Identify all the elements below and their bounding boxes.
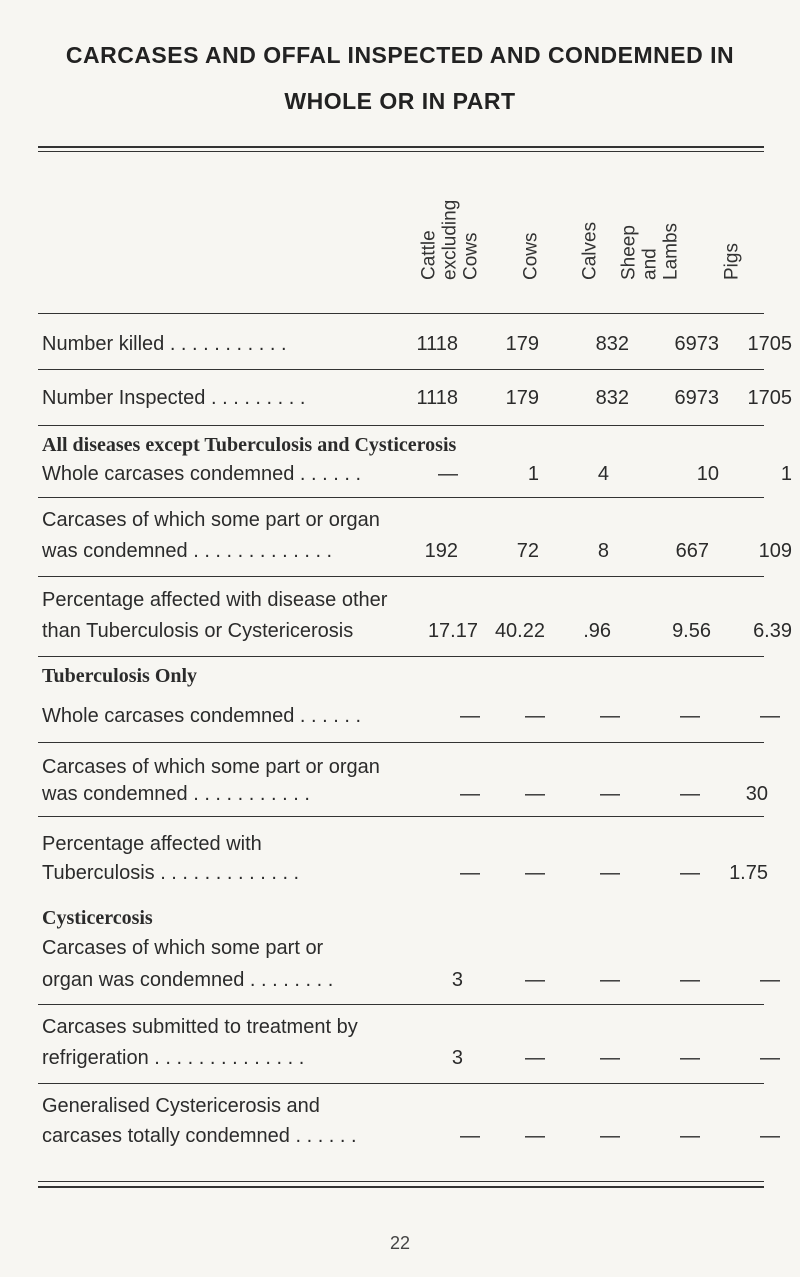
row-label: Whole carcases condemned . . . . . . (42, 705, 362, 727)
cell: 109 (758, 540, 792, 562)
row-rule (38, 497, 764, 498)
row-label: Tuberculosis . . . . . . . . . . . . . (42, 862, 300, 884)
row-rule (38, 425, 764, 426)
row-rule (38, 1083, 764, 1084)
cell: — (680, 1125, 700, 1147)
row-label-line1: Percentage affected with disease other (42, 589, 388, 611)
cell: — (680, 705, 700, 727)
row-rule (38, 816, 764, 817)
row-label-line1: Generalised Cystericerosis and (42, 1095, 320, 1117)
cell: — (600, 705, 620, 727)
cell: — (760, 705, 780, 727)
cell: — (600, 862, 620, 884)
cell: — (680, 969, 700, 991)
row-rule (38, 1004, 764, 1005)
row-rule (38, 369, 764, 370)
cell: 1.75 (729, 862, 768, 884)
row-label-line1: Carcases submitted to treatment by (42, 1016, 358, 1038)
cell: — (438, 463, 458, 485)
cell: — (525, 705, 545, 727)
col-header-sheep: Sheep and Lambs (618, 222, 682, 280)
cell: — (680, 1047, 700, 1069)
col-header-calves: Calves (579, 221, 601, 280)
cell: — (600, 969, 620, 991)
cell: 1705 (747, 387, 792, 409)
cell: — (600, 1125, 620, 1147)
section-heading: All diseases except Tuberculosis and Cysticerosis (42, 434, 457, 456)
cell: 832 (595, 387, 629, 409)
cell: — (525, 969, 545, 991)
cell: 6973 (674, 387, 719, 409)
cell: 1118 (416, 333, 458, 355)
col-header-cows: Cows (520, 232, 542, 280)
cell: 6973 (674, 333, 719, 355)
cell: 30 (745, 783, 768, 805)
cell: 179 (505, 333, 539, 355)
cell: 9.56 (672, 620, 711, 642)
row-label-line1: Carcases of which some part or organ (42, 509, 380, 531)
cell: 1705 (747, 333, 792, 355)
cell: 6.39 (753, 620, 792, 642)
cell: — (600, 1047, 620, 1069)
cell: 4 (597, 463, 609, 485)
page-title-line2: WHOLE OR IN PART (284, 88, 516, 114)
cell: — (680, 783, 700, 805)
page-title-line1: CARCASES AND OFFAL INSPECTED AND CONDEMNED IN (65, 42, 735, 68)
row-rule (38, 576, 764, 577)
cell: — (600, 783, 620, 805)
col-header-pigs: Pigs (721, 243, 743, 280)
header-rule (38, 313, 764, 314)
row-label: organ was condemned . . . . . . . . (42, 969, 334, 991)
cell: 17.17 (427, 620, 478, 642)
cell: 1118 (416, 387, 458, 409)
row-label: Number killed . . . . . . . . . . . (42, 333, 287, 355)
cell: — (760, 1125, 780, 1147)
row-label: was condemned . . . . . . . . . . . (42, 783, 310, 805)
row-label-line1: Carcases of which some part or (42, 937, 324, 959)
row-label: was condemned . . . . . . . . . . . . . (42, 540, 333, 562)
row-label-line1: Carcases of which some part or organ (42, 756, 380, 778)
cell: 8 (597, 540, 609, 562)
cell: — (525, 1047, 545, 1069)
cell: 72 (516, 540, 539, 562)
cell: 192 (424, 540, 458, 562)
cell: 1 (780, 463, 792, 485)
bottom-rule (38, 1181, 764, 1182)
cell: — (525, 862, 545, 884)
cell: — (525, 783, 545, 805)
col-header-cattle: Cattle excluding Cows (418, 199, 482, 280)
cell: — (680, 862, 700, 884)
cell: .96 (583, 620, 611, 642)
cell: — (460, 705, 480, 727)
row-label: Number Inspected . . . . . . . . . (42, 387, 306, 409)
cell: 667 (675, 540, 709, 562)
cell: — (760, 1047, 780, 1069)
cell: — (460, 783, 480, 805)
cell: 3 (451, 969, 463, 991)
row-label-line1: Percentage affected with (42, 833, 262, 855)
row-label: Whole carcases condemned . . . . . . (42, 463, 362, 485)
page-number: 22 (389, 1233, 411, 1253)
cell: 40.22 (494, 620, 545, 642)
section-heading: Cysticercosis (42, 907, 153, 929)
row-label: than Tuberculosis or Cystericerosis (42, 620, 354, 642)
cell: 3 (451, 1047, 463, 1069)
bottom-rule-2 (38, 1186, 764, 1188)
row-rule (38, 742, 764, 743)
cell: — (760, 969, 780, 991)
section-heading: Tuberculosis Only (42, 665, 198, 687)
cell: — (525, 1125, 545, 1147)
row-label: carcases totally condemned . . . . . . (42, 1125, 357, 1147)
cell: 179 (505, 387, 539, 409)
row-label: refrigeration . . . . . . . . . . . . . . (42, 1047, 305, 1069)
cell: — (460, 1125, 480, 1147)
cell: — (460, 862, 480, 884)
cell: 832 (595, 333, 629, 355)
cell: 10 (696, 463, 719, 485)
row-rule (38, 656, 764, 657)
cell: 1 (527, 463, 539, 485)
